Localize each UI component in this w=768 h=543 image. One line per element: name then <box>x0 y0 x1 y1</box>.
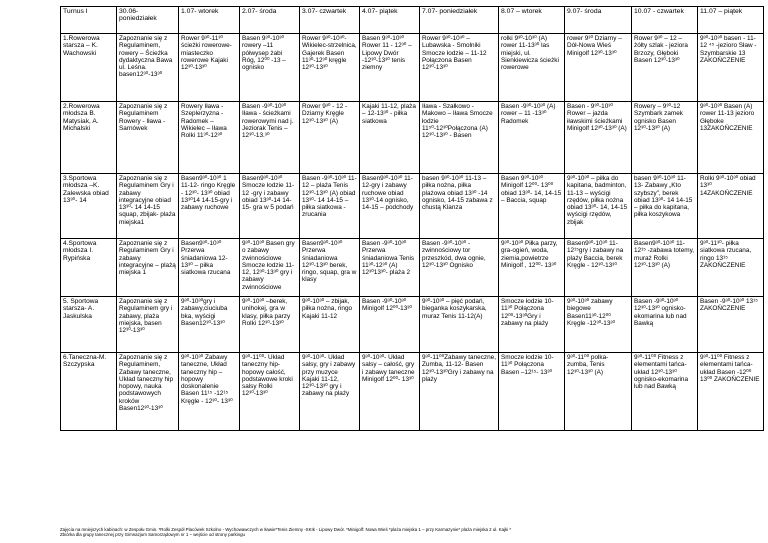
schedule-cell: Basen -9³⁰-10³⁰ 13¹⁵ ZAKOŃCZENIE <box>698 297 764 353</box>
schedule-cell: Smocze łodzie 10-11³⁰ Połączona Basen –12¹⁵- 13³⁰ <box>499 353 565 431</box>
group-name: 3.Sportowa młodsza –K. Zalewska obiad 13³⁰- 14 <box>61 174 117 239</box>
header-day-6: 7.07- poniedziałek <box>420 7 499 34</box>
schedule-cell: basen 9³⁰-10³⁰ 11-13 – piłka nożna, piłka plażowa obiad 13³⁰ -14 ognisko, 14-15 zabawa z chustą Klanza <box>420 174 499 239</box>
schedule-cell: Kajaki 11-12, plaża – 12-13³⁰ - piłka siatkowa <box>360 102 420 174</box>
schedule-cell: Basen -9³⁰-10³⁰ Minigolf 12⁰⁰-13³⁰ <box>360 297 420 353</box>
schedule-cell: Zapoznanie się z Regulaminem Rowery - Iława - Sarnówek <box>117 102 179 174</box>
group-name: 2.Rowerowa młodsza B. Matysiak, A. Michalski <box>61 102 117 174</box>
header-day-8: 9.07- środa <box>565 7 632 34</box>
schedule-cell: Basen9³⁰-10³⁰ 11-12-gry i zabawy ruchowe obiad 13³⁰-14 ognisko, 14-15 – podchody <box>360 174 420 239</box>
schedule-cell: Basen 9³⁰-10³⁰ Rower 11 - 12³⁰ – Lipowy Dwór -12³⁰-13³⁰ tenis ziemny <box>360 34 420 102</box>
schedule-cell: 9³⁰-11³⁰- piłka siatkowa rzucana, ringo 13¹⁵ ZAKOŃCZENIE <box>698 239 764 297</box>
table-row <box>61 353 764 431</box>
header-day-3: 2.07- środa <box>240 7 300 34</box>
schedule-cell: Rolki 9³⁰-10³⁰ obiad 13³⁰ 14ZAKOŃCZENIE <box>698 174 764 239</box>
schedule-cell: Rower 9³⁰-10³⁰-Wikielec-strzelnica, Gajerek Basen 11³⁰-12³⁰ kręgle 12³⁰-13³⁰ <box>300 34 360 102</box>
schedule-cell: Zapoznanie się z Regulaminem, Zabawy taneczne, Układ taneczny hip hopowy, nauka podstawowych kroków Basen12³⁰-13³⁰ <box>117 353 179 431</box>
schedule-cell: basen 9³⁰-10³⁰ 11-13- Zabawy „Kto szybszy”, berek obiad 13³⁰- 14 14-15 – piłka do kapitana, piłka koszykowa <box>632 174 698 239</box>
schedule-cell: 9³⁰-10³⁰ zabawy biegowe Basen11³⁰-12⁰⁰ Kręgle -12³⁰-13³⁰ <box>565 297 632 353</box>
group-name: 4.Sportowa młodsza I. Rypińska <box>61 239 117 297</box>
schedule-cell: Basen9³⁰-10³⁰ Przerwa śniadaniowa 12³⁰-13³⁰ berek, ringo, squap, gra w klasy <box>300 239 360 297</box>
schedule-cell: Zapoznanie się z Regulaminem, rowery – Ścieżka dydaktyczna Bawa ul. Leśna. basen12³⁰-13³⁰ <box>117 34 179 102</box>
schedule-cell: 9³⁰-11⁰⁰ Fitness z elementami tańca-układ 12³⁰-13³⁰ ognisko-ekomarina lub nad Bawką <box>632 353 698 431</box>
schedule-cell: Basen 9³⁰-10³⁰ rowery –11 półwysep żabi Róg, 12⁰⁰ -13 – ognisko <box>240 34 300 102</box>
schedule-cell: Iława - Szałkowo - Makowo – Iława Smocze łodzie 11⁵⁰-12³⁰Połączona (A) 12³⁰-13³⁰ - Basen <box>420 102 499 174</box>
schedule-cell: Rowery Iława - Szeplerzyzna - Radomek – Wikielec – Iława Rolki 11³⁰-12³⁰ <box>179 102 240 174</box>
schedule-cell: Basen -9³⁰-10³⁰ Iława - ścieżkami rowerowymi nad j. Jeziorak Tenis – 12³⁰-13.³⁰ <box>240 102 300 174</box>
table-row <box>61 297 764 353</box>
schedule-cell: Basen 9³⁰-10³⁰ Minigolf 12⁰⁰- 13⁰⁰ obiad 13³⁰- 14, 14-15 – Baccia, squap <box>499 174 565 239</box>
schedule-cell: 9³⁰-10³⁰- Układ salsy – całość, gry i zabawy taneczne Minigolf 12⁰⁰- 13³⁰ <box>360 353 420 431</box>
schedule-cell: 9³⁰-10³⁰ Piłka parzy, gra-ogień, woda, ziemia,powietrze Minigolf , 12⁰⁰- 13³⁰ <box>499 239 565 297</box>
schedule-cell: Rower 9³⁰ – 12 – żółty szlak - jeziora Brzozy, Głęboki Basen 12³⁰-13³⁰ <box>632 34 698 102</box>
schedule-cell: Zapoznanie się z Regulaminem Gry i zabawy integracyjne obiad 13³⁰- 14 14-15 squap, zbijak- plaża miejska1 <box>117 174 179 239</box>
schedule-cell: Basen -9³⁰-10³⁰ 12³⁰-13³⁰ ognisko-ekomarina lub nad Bawką <box>632 297 698 353</box>
schedule-cell: Basen9³⁰-10³⁰ 11-12¹⁵ -zabawa totemy, muraż Rolki 12³⁰-13³⁰ (A) <box>632 239 698 297</box>
schedule-cell: Basen -9³⁰-10³⁰ (A) rower – 11 -13³⁰ Radomek <box>499 102 565 174</box>
header-turnus: Turnus I <box>61 7 117 34</box>
schedule-cell: 9³⁰-10³⁰ basen - 11-12 ⁴⁵ -jezioro Sław - Szymbarskie 13 ZAKOŃCZENIE <box>698 34 764 102</box>
schedule-cell: rower 9³⁰ Dziarny – Dół-Nowa Wieś Minigolf 12³⁰-13³⁰ <box>565 34 632 102</box>
schedule-cell: 9³⁰-10³⁰ Basen (A) rower 11-13 jezioro Głęboke 13ZAKOŃCZENIE <box>698 102 764 174</box>
schedule-cell: 9³⁰-11⁰⁰ Fitness z elementami tańca-układ Basen -12⁰⁰ 13⁰⁰ ZAKOŃCZENIE <box>698 353 764 431</box>
schedule-cell: 9³⁰-10³⁰ – zbijak, piłka nożna, ringo Kajaki 11-12 <box>300 297 360 353</box>
schedule-table <box>60 6 764 431</box>
schedule-cell: 9³⁰-11⁰⁰Zabawy taneczne, Zumba, 11-12- Basen 12³⁰-13³⁰Gry i zabawy na plaży <box>420 353 499 431</box>
header-day-1: 30.06-poniedziałek <box>117 7 179 34</box>
header-day-10: 11.07 – piątek <box>698 7 764 34</box>
header-day-2: 1.07- wtorek <box>179 7 240 34</box>
header-day-5: 4.07- piątek <box>360 7 420 34</box>
header-day-9: 10.07 - czwartek <box>632 7 698 34</box>
schedule-cell: Rowery – 9³⁰-12 Szymbark zamek ognisko Basen 12³⁰-13³⁰ (A) <box>632 102 698 174</box>
schedule-cell: Basen9³⁰-10³⁰ Przerwa śniadaniowa 12-13³⁰ – piłka siatkowa rzucana <box>179 239 240 297</box>
table-row <box>61 174 764 239</box>
group-name: 5. Sportowa starsza- A. Jaskulska <box>61 297 117 353</box>
schedule-cell: 9³⁰-10³⁰- Układ salsy, gry i zabawy przy muzyce Kajaki 11-12, 12³⁰-13³⁰ gry i zabawy na plaży <box>300 353 360 431</box>
schedule-cell: Basen -9³⁰-10³⁰ 11-12 – plaża Tenis 12³⁰-13³⁰ (A) obiad 13³⁰- 14 14-15 – piłka siatkowa - zrucania <box>300 174 360 239</box>
schedule-cell: 9³⁰-11⁰⁰- Układ taneczny hip-hopowy całość, podstawowe kroki salsy Rolki 12³⁰-13³⁰ <box>240 353 300 431</box>
group-name: 1.Rowerowa starsza – K. Wachowski <box>61 34 117 102</box>
schedule-cell: Basen -9³⁰-10³⁰ - zwinnościowy tor przeszkód, dwa ognie, 12³⁰-13³⁰ Ognisko <box>420 239 499 297</box>
table-row <box>61 102 764 174</box>
schedule-cell: 9³⁰-10³⁰ Zabawy taneczne, Układ taneczny hip – hopowy doskonalenie Basen 11¹⁵ -12¹⁵ Kręgle - 12³⁰- 13³⁰ <box>179 353 240 431</box>
schedule-cell: Basen -9³⁰-10³⁰ Przerwa śniadaniowa Tenis 11³⁰-12³⁰ (A) 12³⁰13³⁰- plaża 2 <box>360 239 420 297</box>
header-row <box>61 7 764 34</box>
schedule-cell: Rower 9³⁰-11³⁰ ścieżki rowerowe-miasteczko rowerowe Kajaki 12³⁰-13³⁰ <box>179 34 240 102</box>
schedule-cell: 9³⁰-10³⁰ Basen gry o zabawy zwinnościowe Smocze łodzie 11-12, 12³⁰-13³⁰ gry i zabawy zwinnościowe <box>240 239 300 297</box>
schedule-cell: Zapoznanie się z Regulaminem Gry i zabawy integracyjne – plażą miejska 1 <box>117 239 179 297</box>
table-row <box>61 34 764 102</box>
schedule-cell: 9³⁰-10³⁰ –berek, unihokej, gra w klasy, piłka parzy Rolki 12³⁰-13³⁰ <box>240 297 300 353</box>
schedule-cell: Smocze łodzie 10-11³⁰ Połączona 12⁰⁰-13³⁰Gry i zabawy na plaży <box>499 297 565 353</box>
schedule-cell: Basen9³⁰-10³⁰ 11-12¹⁵gry i zabawy na plaży Baccia, berek Kręgle - 12³⁰-13³⁰ <box>565 239 632 297</box>
schedule-cell: 9³⁰-10³⁰gry i zabawy,ciuciuba bka, wyścigi Basen12³⁰-13³⁰ <box>179 297 240 353</box>
footnote: Zajęcia na mniejszych kabinach: w Zespołu Gmin. *Rolki Zespół Placówek Szkolno - Wychowawczych w Iławie*Tenis Ziemny -SKIk - Lipowy Dwór. *Minigolf: Nowa Wieś *plaża miejska 1 – przy Karmazynie* plaża miejska 2 ul. Kajki * Zbiórka dla grupy tanecznej przy Gimnazjum Samorządowym nr 1 – wejście od strony parkingu <box>60 527 512 537</box>
header-day-4: 3.07- czwartek <box>300 7 360 34</box>
header-day-7: 8.07 – wtorek <box>499 7 565 34</box>
schedule-cell: rolki 9³⁰-10³⁰ (A) rower 11-13³⁰ las miejski, ul. Sienkiewicza ścieżki rowerowe <box>499 34 565 102</box>
schedule-cell: Rower 9³⁰ - 12 - Dziarny Kręgle 12³⁰-13³⁰ (A) <box>300 102 360 174</box>
schedule-cell: Basen - 9³⁰-10³⁰ Rower – jazda iławskimi ścieżkami Minigolf 12³⁰-13³⁰ (A) <box>565 102 632 174</box>
schedule-cell: Rower 9³⁰-10³⁰ – Lubawska - Smolniki Smocze łodzie – 11-12 Połączona Basen 12³⁰-13³⁰ <box>420 34 499 102</box>
table-row <box>61 239 764 297</box>
schedule-cell: Zapoznanie się z Regulaminem gry i zabawy, plaża miejska, basen 12³⁰-13³⁰ <box>117 297 179 353</box>
group-name: 6.Taneczna-M. Szczypska <box>61 353 117 431</box>
schedule-cell: 9³⁰-10³⁰ – pięć podań, bieganka koszykarska, muraz Tenis 11-12(A) <box>420 297 499 353</box>
schedule-cell: 9³⁰-10³⁰ – piłka do kapitana, badminton, 11-13 – wyścigi rzędów, piłka nożna obiad 13³⁰- 14, 14-15 wyścigi rzędów, zbijak <box>565 174 632 239</box>
schedule-cell: Basen9³⁰-10³⁰ 1 11-12- ringo Kręgle - 12³⁰- 13³⁰ obiad 13³⁰14 14-15-gry i zabawy ruchowe <box>179 174 240 239</box>
schedule-cell: 9³⁰-11⁰⁰ polka-zumba, Tenis 12³⁰-13³⁰ (A) <box>565 353 632 431</box>
schedule-cell: Basen9³⁰-10³⁰ Smocze łodzie 11-12 -gry i zabawy obiad 13³⁰-14 14-15- gra w 5 podań <box>240 174 300 239</box>
